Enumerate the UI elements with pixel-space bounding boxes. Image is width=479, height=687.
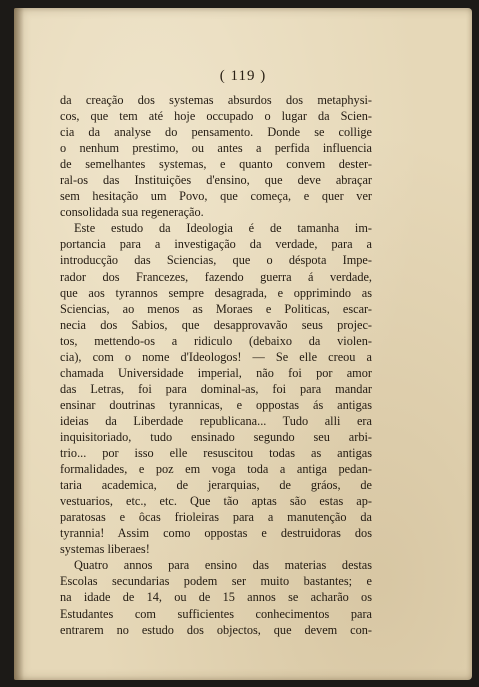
text-line: cia), com o nome d'Ideologos! — Se elle creou a [60,349,372,364]
text-line: formalidades, e poz em voga toda a antiga pedan- [60,462,372,477]
text-line: cos, que tem até hoje occupado o lugar da Scien- [60,109,372,124]
paragraph-start-line: Quatro annos para ensino das materias destas [74,558,372,573]
text-line: cia da analyse do pensamento. Donde se collige [60,125,372,140]
text-line: tyrannia! Assim como oppostas e destruidoras dos [60,526,372,541]
paragraph-start-line: Este estudo da Ideologia é de tamanha im- [74,221,372,236]
text-line: de semelhantes systemas, e quanto convem dester- [60,157,372,172]
text-line: Escolas secundarias podem ser muito bastantes; e [60,574,372,589]
text-line: vestuarios, etc., etc. Que tão aptas são estas ap- [60,494,372,509]
text-line: trio... por isso elle resuscitou todas as antigas [60,446,372,461]
text-line: entrarem no estudo dos objectos, que devem con- [60,622,372,637]
text-line: consolidada sua regeneração. [60,205,204,220]
text-line: paratosas e ôcas frioleiras para a manutenção da [60,510,372,525]
text-line: introducção das Sciencias, que o déspota Impe- [60,253,372,268]
page-number: ( 119 ) [219,68,267,84]
text-line: o nenhum prestimo, ou antes a perfida influencia [60,141,372,156]
book-page [14,8,472,680]
page-text [60,92,372,638]
text-line: das Letras, foi para dominal-as, foi para mandar [60,381,372,396]
text-line: Sciencias, ao menos as Moraes e Politicas, escar- [60,301,372,316]
text-line: taria academica, de jerarquias, de gráos, de [60,478,372,493]
text-line: sem hesitação um Povo, que começa, e quer ver [60,189,372,204]
text-line: ral-os das Instituições d'ensino, que deve abraçar [60,173,372,188]
text-line: ideias da Liberdade republicana... Tudo alli era [60,413,372,428]
text-line: Estudantes com sufficientes conhecimentos para [60,606,372,621]
text-line: ensinar doutrinas tyrannicas, e oppostas ás antigas [60,397,372,412]
text-line: systemas liberaes! [60,542,150,557]
text-line: rador dos Francezes, fazendo guerra á verdade, [60,269,372,284]
text-line: na idade de 14, ou de 15 annos se acharão os [60,590,372,605]
text-line: portancia para a investigação da verdade, para a [60,237,372,252]
page-gutter-shadow [14,8,24,680]
text-line: tos, mettendo-os a ridiculo (debaixo da violen- [60,333,372,348]
text-line: da creação dos systemas absurdos dos metaphysi- [60,93,372,107]
text-line: inquisitoriado, tudo ensinado segundo seu arbi- [60,429,372,444]
text-line: chamada Universidade imperial, não foi por amor [60,365,372,380]
text-line: necia dos Sabios, que desapprovavão seus projec- [60,317,372,332]
text-line: que aos tyrannos sempre desagrada, e opprimindo as [60,285,372,300]
